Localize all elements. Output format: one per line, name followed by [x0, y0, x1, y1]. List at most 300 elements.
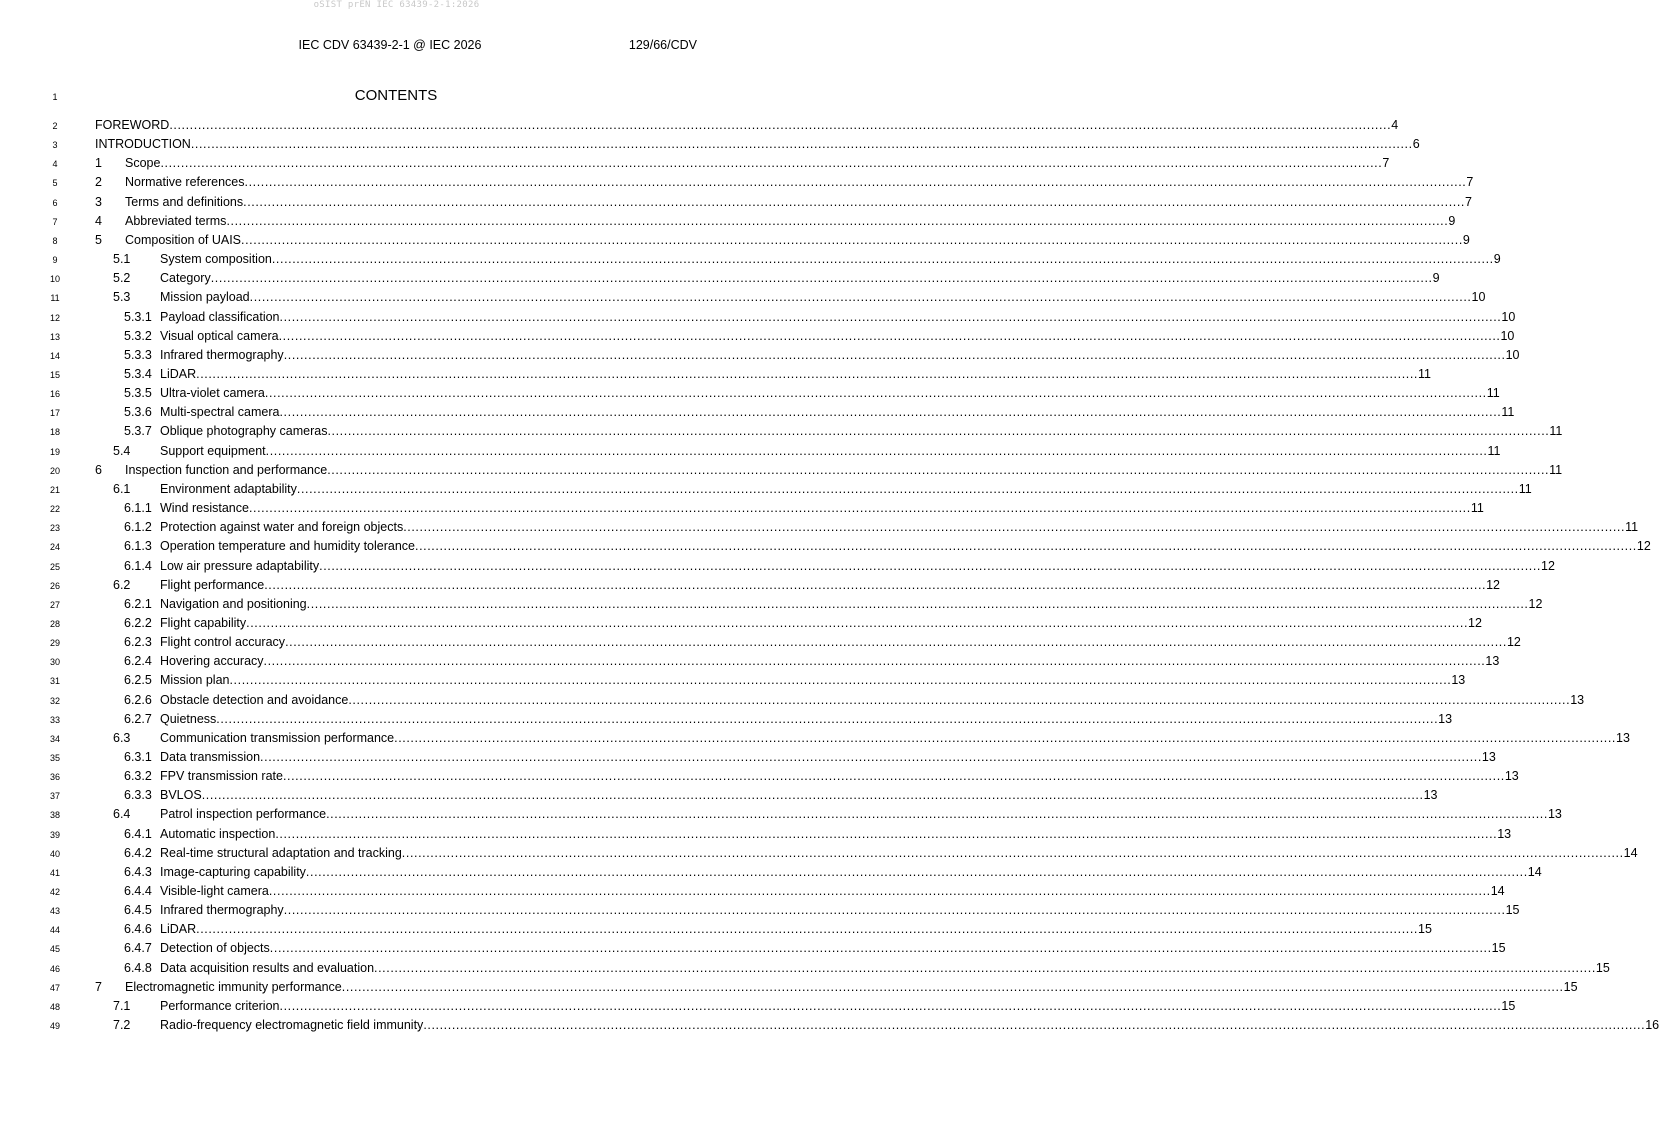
toc-entry-link[interactable] [124, 941, 1506, 956]
toc-entry[interactable] [0, 922, 1432, 938]
toc-entry-link[interactable] [95, 979, 1578, 994]
toc-entry-number: 6.2 [113, 577, 131, 592]
toc-entry-number: 6.4.7 [124, 941, 152, 956]
toc-entry-link[interactable] [124, 347, 1520, 362]
toc-entry[interactable] [0, 749, 1496, 766]
toc-entry-number: 6.1.4 [124, 558, 152, 573]
toc-entry-title: Operation temperature and humidity tolerance [160, 539, 416, 554]
toc-entry-page-number: 12 [1486, 577, 1500, 592]
toc-entry-title: Composition of UAIS [125, 232, 242, 247]
line-number: 1 [52, 92, 58, 102]
dot-leader: ............................................................................................................................................................................................................................................................................................................ [305, 864, 1528, 879]
toc-entry-number: 6.4.6 [124, 922, 152, 937]
dot-leader: ............................................................................................................................................................................................................................................................................................................ [260, 749, 1482, 764]
toc-entry-page-number: 11 [1549, 424, 1563, 439]
toc-entry-title: Automatic inspection [160, 826, 276, 841]
dot-leader: ............................................................................................................................................................................................................................................................................................................ [275, 826, 1498, 841]
toc-entry-number: 6.4.3 [124, 864, 152, 879]
toc-entry-link[interactable] [95, 462, 1563, 477]
toc-entry-title: Data transmission [160, 749, 261, 764]
toc-entry-number: 6.4.2 [124, 845, 152, 860]
dot-leader: ............................................................................................................................................................................................................................................................................................................ [196, 366, 1418, 381]
line-number: 41 [49, 867, 60, 878]
toc-entry[interactable] [0, 443, 1501, 460]
dot-leader: ............................................................................................................................................................................................................................................................................................................ [263, 654, 1486, 669]
toc-entry-page-number: 13 [1481, 749, 1496, 764]
toc-entry-page-number: 14 [1623, 845, 1638, 860]
dot-leader: ............................................................................................................................................................................................................................................................................................................ [279, 998, 1502, 1013]
toc-entry-title: Mission plan [160, 673, 230, 688]
toc-entry-number: 5.1 [113, 252, 131, 266]
toc-entry-title: Radio-frequency electromagnetic field immunity [160, 1018, 424, 1032]
toc-entry-link[interactable] [124, 615, 1482, 630]
toc-entry-page-number: 12 [1636, 539, 1651, 554]
toc-entry[interactable] [0, 998, 1516, 1015]
toc-entry-link[interactable] [124, 884, 1505, 898]
toc-entry-number: 2 [95, 175, 102, 190]
toc-entry-number: 7.2 [113, 1018, 131, 1032]
toc-entry-number: 6.1.3 [124, 539, 152, 554]
toc-entry-number: 6.2.6 [124, 692, 152, 707]
toc-entry-link[interactable] [113, 443, 1501, 458]
line-number: 21 [49, 484, 60, 495]
toc-entry-title: LiDAR [160, 366, 197, 381]
toc-entry-link[interactable] [124, 960, 1610, 975]
toc-entry-number: 6.3.1 [124, 749, 152, 764]
toc-entry[interactable] [0, 654, 1500, 670]
line-number: 30 [49, 657, 60, 668]
toc-entry-page-number: 4 [1391, 118, 1399, 132]
toc-entry-link[interactable] [113, 998, 1516, 1013]
toc-entry[interactable] [0, 309, 1516, 326]
toc-entry-link[interactable] [113, 1018, 1659, 1032]
toc-entry[interactable] [0, 826, 1512, 843]
toc-entry-link[interactable] [124, 328, 1515, 343]
toc-entry-title: Flight capability [160, 615, 247, 630]
toc-entry-link[interactable] [124, 520, 1639, 535]
toc-entry-link[interactable] [113, 481, 1532, 496]
line-number: 8 [52, 235, 58, 246]
toc-entry[interactable] [0, 290, 1486, 306]
toc-entry-title: Data acquisition results and evaluation [160, 960, 375, 975]
toc-entry-title: Terms and definitions [125, 194, 244, 209]
toc-entry-link[interactable] [124, 903, 1520, 918]
toc-entry-link[interactable] [124, 558, 1555, 573]
toc-entry-number: 6.1.1 [124, 501, 152, 515]
toc-entry-link[interactable] [124, 635, 1521, 649]
toc-entry-title: Support equipment [160, 443, 266, 458]
toc-entry-title: Visual optical camera [160, 328, 279, 343]
toc-entry-number: 6.4.4 [124, 884, 152, 898]
dot-leader: ............................................................................................................................................................................................................................................................................................................ [326, 807, 1548, 822]
toc-entry-link[interactable] [124, 826, 1512, 841]
line-number: 22 [49, 504, 60, 514]
toc-entry-page-number: 15 [1595, 960, 1610, 975]
document-header-reference: 129/66/CDV [628, 38, 697, 52]
line-number: 24 [49, 542, 60, 553]
dot-leader: ............................................................................................................................................................................................................................................................................................................ [283, 903, 1506, 918]
toc-entry-link[interactable] [113, 271, 1440, 286]
toc-entry-page-number: 9 [1432, 271, 1440, 286]
toc-entry-number: 6.3 [113, 730, 131, 745]
toc-entry[interactable] [0, 711, 1453, 728]
toc-entry-page-number: 13 [1497, 826, 1512, 841]
toc-entry-title: Protection against water and foreign objects [160, 520, 404, 535]
toc-entry-title: Electromagnetic immunity performance [125, 979, 342, 994]
toc-entry[interactable] [0, 615, 1482, 632]
toc-entry[interactable] [0, 175, 1474, 191]
toc-entry-page-number: 14 [1490, 884, 1505, 898]
toc-entry-link[interactable] [113, 290, 1486, 305]
dot-leader: ............................................................................................................................................................................................................................................................................................................ [327, 424, 1550, 439]
toc-entry-page-number: 10 [1505, 347, 1520, 362]
toc-entry-number: 3 [95, 194, 102, 209]
toc-entry[interactable] [0, 960, 1610, 977]
toc-entry-title: FPV transmission rate [160, 769, 283, 784]
toc-entry-title: Obstacle detection and avoidance [160, 692, 349, 707]
line-number: 7 [52, 216, 58, 227]
toc-entry-number: 5.2 [113, 271, 131, 286]
toc-entry-number: 5.3.6 [124, 405, 152, 420]
line-number: 28 [49, 618, 60, 629]
toc-entry-page-number: 10 [1471, 290, 1486, 305]
dot-leader: ............................................................................................................................................................................................................................................................................................................ [279, 309, 1502, 324]
line-number: 43 [49, 906, 60, 917]
toc-entry-title: INTRODUCTION [95, 137, 191, 152]
toc-entry-link[interactable] [124, 692, 1585, 707]
toc-entry[interactable] [0, 845, 1638, 862]
line-number: 14 [49, 350, 60, 361]
line-number: 4 [52, 159, 58, 170]
dot-leader: ............................................................................................................................................................................................................................................................................................................ [241, 232, 1463, 247]
line-number: 16 [49, 389, 60, 400]
toc-entry-link[interactable] [124, 922, 1432, 937]
line-number: 31 [49, 676, 60, 687]
toc-entry-title: Inspection function and performance [125, 462, 328, 477]
toc-entry-page-number: 10 [1501, 309, 1516, 324]
toc-entry-number: 6.2.2 [124, 615, 152, 630]
toc-entry-title: Infrared thermography [160, 903, 284, 918]
line-number: 26 [49, 580, 60, 591]
toc-entry-title: Category [160, 271, 211, 286]
toc-entry-page-number: 13 [1451, 673, 1466, 688]
toc-entry-page-number: 11 [1518, 481, 1532, 496]
toc-entry-number: 6.3.3 [124, 788, 152, 803]
toc-entry[interactable] [0, 213, 1456, 230]
toc-entry-page-number: 9 [1462, 232, 1470, 247]
line-number: 49 [49, 1021, 60, 1031]
toc-entry[interactable] [0, 788, 1438, 804]
toc-entry-title: Visible-light camera [160, 884, 269, 898]
toc-entry-link[interactable] [124, 424, 1563, 439]
dot-leader: ............................................................................................................................................................................................................................................................................................................ [190, 137, 1413, 152]
toc-entry[interactable] [0, 807, 1562, 823]
toc-entry-link[interactable] [124, 864, 1542, 879]
line-number: 25 [49, 561, 60, 572]
line-number: 18 [49, 427, 60, 438]
dot-leader: ............................................................................................................................................................................................................................................................................................................ [246, 615, 1469, 630]
dot-leader: ............................................................................................................................................................................................................................................................................................................ [196, 922, 1418, 937]
toc-entry-page-number: 15 [1563, 979, 1578, 994]
toc-entry[interactable] [0, 558, 1555, 575]
dot-leader: ............................................................................................................................................................................................................................................................................................................ [319, 558, 1541, 573]
toc-entry-link[interactable] [124, 769, 1519, 784]
toc-entry[interactable] [0, 769, 1519, 785]
toc-entry-link[interactable] [124, 673, 1466, 688]
toc-entry[interactable] [0, 520, 1639, 536]
dot-leader: ............................................................................................................................................................................................................................................................................................................ [394, 730, 1616, 745]
toc-entry-page-number: 12 [1528, 596, 1543, 611]
toc-entry-page-number: 12 [1541, 558, 1555, 573]
toc-entry[interactable] [0, 366, 1431, 383]
dot-leader: ............................................................................................................................................................................................................................................................................................................ [264, 577, 1487, 592]
toc-entry-page-number: 11 [1625, 520, 1639, 535]
toc-entry[interactable] [0, 328, 1515, 345]
toc-entry-link[interactable] [95, 194, 1472, 209]
toc-entry-page-number: 13 [1570, 692, 1585, 707]
line-number: 2 [52, 121, 58, 131]
toc-entry-number: 6.2.5 [124, 673, 152, 688]
toc-entry-page-number: 13 [1504, 769, 1519, 784]
toc-entry[interactable] [0, 424, 1563, 440]
toc-entry-title: Wind resistance [160, 501, 249, 515]
toc-entry-title: Real-time structural adaptation and tracking [160, 845, 402, 860]
line-number: 10 [49, 274, 60, 285]
toc-entry-number: 1 [95, 156, 102, 171]
toc-entry[interactable] [0, 137, 1420, 153]
toc-entry[interactable] [0, 1018, 1659, 1034]
toc-entry-link[interactable] [124, 711, 1453, 726]
line-number: 37 [49, 791, 60, 802]
dot-leader: ............................................................................................................................................................................................................................................................................................................ [282, 769, 1505, 784]
toc-entry-link[interactable] [124, 654, 1500, 669]
dot-leader: ............................................................................................................................................................................................................................................................................................................ [216, 711, 1439, 726]
toc-entry[interactable] [0, 252, 1501, 268]
line-number: 13 [49, 331, 60, 342]
toc-entry[interactable] [0, 941, 1506, 957]
toc-entry-link[interactable] [124, 845, 1638, 860]
toc-entry-page-number: 16 [1645, 1018, 1659, 1032]
toc-entry-link[interactable] [95, 232, 1470, 247]
toc-entry-page-number: 13 [1485, 654, 1500, 669]
dot-leader: ............................................................................................................................................................................................................................................................................................................ [401, 845, 1624, 860]
dot-leader: ............................................................................................................................................................................................................................................................................................................ [283, 347, 1506, 362]
toc-entry-page-number: 7 [1382, 156, 1390, 171]
dot-leader: ............................................................................................................................................................................................................................................................................................................ [201, 788, 1424, 803]
toc-entry-page-number: 7 [1466, 175, 1474, 190]
toc-entry-link[interactable] [95, 175, 1474, 190]
toc-entry-page-number: 15 [1505, 903, 1520, 918]
line-number: 11 [50, 293, 60, 304]
line-number: 23 [49, 523, 60, 534]
dot-leader: ............................................................................................................................................................................................................................................................................................................ [160, 156, 1383, 171]
toc-entry-title: Abbreviated terms [125, 213, 227, 228]
toc-entry-number: 6.2.1 [124, 596, 152, 611]
toc-entry-number: 5 [95, 232, 102, 247]
dot-leader: ............................................................................................................................................................................................................................................................................................................ [210, 271, 1433, 286]
toc-entry-link[interactable] [124, 501, 1484, 515]
toc-entry-number: 5.3.5 [124, 386, 152, 401]
toc-entry-link[interactable] [113, 807, 1562, 822]
line-number: 32 [49, 695, 60, 706]
toc-entry-title: Detection of objects [160, 941, 270, 956]
toc-entry-link[interactable] [95, 213, 1456, 228]
line-number: 34 [49, 733, 60, 744]
toc-entry[interactable] [0, 271, 1440, 287]
toc-entry-number: 5.3.3 [124, 347, 152, 362]
toc-entry[interactable] [0, 539, 1651, 555]
toc-entry-page-number: 6 [1412, 137, 1420, 152]
toc-entry-number: 6.1 [113, 481, 131, 496]
dot-leader: ............................................................................................................................................................................................................................................................................................................ [327, 462, 1550, 477]
toc-entry-title: Environment adaptability [160, 481, 297, 496]
toc-entry-title: Image-capturing capability [160, 864, 306, 879]
toc-entry[interactable] [0, 347, 1520, 364]
toc-entry[interactable] [0, 730, 1630, 747]
toc-entry-title: System composition [160, 252, 272, 266]
toc-entry-page-number: 7 [1465, 194, 1472, 209]
toc-entry-number: 5.3.1 [124, 309, 152, 324]
line-number: 27 [49, 599, 60, 610]
toc-entry[interactable] [0, 979, 1578, 996]
line-number: 9 [52, 255, 58, 265]
toc-entry-link[interactable] [124, 366, 1431, 381]
toc-entry-page-number: 15 [1418, 922, 1432, 937]
toc-entry-number: 5.3 [113, 290, 131, 305]
toc-entry-number: 6.4.8 [124, 960, 152, 975]
dot-leader: ............................................................................................................................................................................................................................................................................................................ [285, 635, 1507, 649]
toc-entry-link[interactable] [113, 252, 1501, 266]
line-number: 48 [49, 1001, 60, 1012]
toc-entry-page-number: 13 [1616, 730, 1630, 745]
toc-entry-link[interactable] [124, 749, 1496, 764]
dot-leader: ............................................................................................................................................................................................................................................................................................................ [348, 692, 1571, 707]
dot-leader: ............................................................................................................................................................................................................................................................................................................ [423, 1018, 1646, 1032]
line-number: 20 [49, 465, 60, 476]
toc-entry-page-number: 13 [1547, 807, 1562, 822]
toc-entry[interactable] [0, 481, 1532, 498]
line-number: 45 [49, 944, 60, 955]
dot-leader: ............................................................................................................................................................................................................................................................................................................ [244, 175, 1467, 190]
toc-entry-link[interactable] [113, 577, 1500, 592]
toc-entry-link[interactable] [124, 596, 1543, 611]
toc-entry[interactable] [0, 386, 1500, 402]
dot-leader: ............................................................................................................................................................................................................................................................................................................ [296, 481, 1519, 496]
toc-entry[interactable] [0, 462, 1563, 479]
line-number: 39 [49, 829, 60, 840]
line-number: 19 [49, 446, 60, 457]
line-number: 17 [49, 408, 60, 419]
toc-entry-title: Navigation and positioning [160, 596, 307, 611]
toc-entry-page-number: 9 [1493, 252, 1501, 266]
toc-entry-link[interactable] [124, 309, 1516, 324]
toc-entry-number: 6 [95, 462, 102, 477]
toc-entry[interactable] [0, 673, 1466, 689]
toc-entry-link[interactable] [124, 788, 1438, 803]
watermark-text: oSIST prEN IEC 63439-2-1:2026 [313, 0, 480, 10]
toc-entry-page-number: 14 [1527, 864, 1542, 879]
line-number: 29 [49, 638, 60, 648]
dot-leader: ............................................................................................................................................................................................................................................................................................................ [403, 520, 1626, 535]
toc-entry-number: 4 [95, 213, 102, 228]
toc-entry[interactable] [0, 903, 1520, 919]
toc-entry-number: 6.4.5 [124, 903, 152, 918]
toc-entry-number: 6.2.4 [124, 654, 152, 669]
toc-entry-title: Payload classification [160, 309, 280, 324]
toc-entry-link[interactable] [124, 539, 1651, 554]
dot-leader: ............................................................................................................................................................................................................................................................................................................ [271, 252, 1494, 266]
toc-entry-title: LiDAR [160, 922, 197, 937]
line-number: 33 [49, 714, 60, 725]
toc-entry-link[interactable] [124, 386, 1500, 401]
toc-entry[interactable] [0, 405, 1515, 421]
toc-entry-number: 7.1 [113, 998, 131, 1013]
toc-entry[interactable] [0, 501, 1484, 517]
toc-entry-title: Flight performance [160, 577, 265, 592]
toc-entry-number: 6.4.1 [124, 826, 152, 841]
toc-entry-page-number: 12 [1468, 615, 1482, 630]
toc-entry-page-number: 15 [1491, 941, 1506, 956]
toc-entry[interactable] [0, 156, 1390, 172]
dot-leader: ............................................................................................................................................................................................................................................................................................................ [169, 118, 1392, 132]
toc-entry[interactable] [0, 884, 1505, 900]
toc-entry-title: Low air pressure adaptability [160, 558, 320, 573]
toc-entry-link[interactable] [124, 405, 1515, 420]
toc-entry[interactable] [0, 692, 1585, 709]
dot-leader: ............................................................................................................................................................................................................................................................................................................ [264, 386, 1487, 401]
toc-entry-page-number: 15 [1501, 998, 1516, 1013]
toc-entry-number: 5.3.4 [124, 366, 152, 381]
line-number: 35 [49, 752, 60, 763]
toc-entry-page-number: 11 [1486, 386, 1500, 401]
toc-entry-title: Normative references [125, 175, 245, 190]
toc-entry[interactable] [0, 577, 1500, 594]
line-number: 47 [49, 982, 60, 993]
toc-entry-link[interactable] [95, 137, 1420, 152]
toc-entry-title: Flight control accuracy [160, 635, 286, 649]
toc-entry-number: 6.2.3 [124, 635, 152, 649]
line-number: 46 [49, 963, 60, 974]
toc-entry-title: Infrared thermography [160, 347, 284, 362]
line-number: 12 [49, 312, 60, 323]
toc-entry[interactable] [0, 635, 1521, 651]
toc-entry-number: 6.4 [113, 807, 131, 822]
dot-leader: ............................................................................................................................................................................................................................................................................................................ [374, 960, 1596, 975]
toc-entry-link[interactable] [95, 156, 1390, 171]
toc-entry-title: Ultra-violet camera [160, 386, 265, 401]
page-title: CONTENTS [354, 87, 438, 104]
toc-entry-number: 6.3.2 [124, 769, 152, 784]
toc-entry-title: Multi-spectral camera [160, 405, 280, 420]
toc-entry[interactable] [0, 232, 1470, 249]
toc-entry[interactable] [0, 596, 1543, 613]
document-header-title: IEC CDV 63439-2-1 @ IEC 2026 [298, 38, 482, 52]
toc-entry-title: BVLOS [160, 788, 202, 803]
dot-leader: ............................................................................................................................................................................................................................................................................................................ [279, 405, 1502, 420]
dot-leader: ............................................................................................................................................................................................................................................................................................................ [278, 328, 1501, 343]
toc-entry-number: 6.1.2 [124, 520, 152, 535]
toc-entry-link[interactable] [95, 118, 1399, 132]
dot-leader: ............................................................................................................................................................................................................................................................................................................ [265, 443, 1488, 458]
toc-entry[interactable] [0, 194, 1472, 211]
toc-entry-page-number: 13 [1423, 788, 1438, 803]
toc-entry-page-number: 11 [1487, 443, 1501, 458]
toc-entry[interactable] [0, 864, 1542, 881]
dot-leader: ............................................................................................................................................................................................................................................................................................................ [268, 884, 1491, 898]
toc-entry-link[interactable] [113, 730, 1630, 745]
toc-entry[interactable] [0, 118, 1399, 134]
toc-entry-title: Scope [125, 156, 161, 171]
